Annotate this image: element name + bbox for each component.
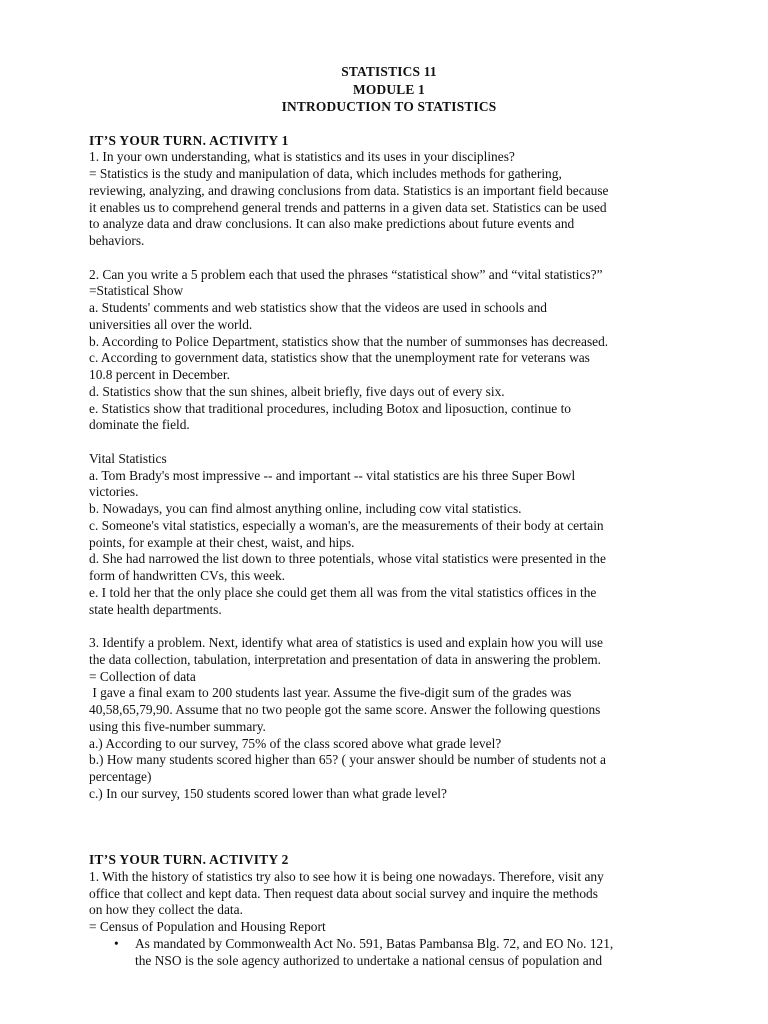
list-line: victories. bbox=[89, 484, 139, 500]
question-1: 1. In your own understanding, what is statistics and its uses in your disciplines? bbox=[89, 149, 515, 165]
activity-2-question bbox=[89, 869, 689, 936]
answer-line: a.) According to our survey, 75% of the class scored above what grade level? bbox=[89, 735, 502, 751]
bullet-line: As mandated by Commonwealth Act No. 591, Batas Pambansa Blg. 72, and EO No. 121, bbox=[135, 935, 614, 951]
answer-line: it enables us to comprehend general trends and patterns in a given data set. Statistics can be used bbox=[89, 199, 607, 215]
list-line: c. According to government data, statistics show that the unemployment rate for veterans was bbox=[89, 350, 590, 366]
list-line: form of handwritten CVs, this week. bbox=[89, 568, 285, 583]
statistical-show-label: =Statistical Show bbox=[89, 283, 184, 299]
question-line: office that collect and kept data. Then request data about social survey and inquire the methods bbox=[89, 885, 598, 901]
answer-line: behaviors. bbox=[89, 233, 145, 248]
statistical-show-list bbox=[89, 300, 689, 434]
question-2: 2. Can you write a 5 problem each that used the phrases “statistical show” and “vital statistics?” bbox=[89, 266, 603, 282]
vital-statistics-list bbox=[89, 468, 689, 619]
list-line: b. Nowadays, you can find almost anything online, including cow vital statistics. bbox=[89, 501, 522, 516]
activity-2-section bbox=[89, 852, 689, 969]
list-line: d. She had narrowed the list down to three potentials, whose vital statistics were presented in the bbox=[89, 551, 606, 567]
answer-line: b.) How many students scored higher than 65? ( your answer should be number of students not a bbox=[89, 752, 606, 768]
answer-line: 40,58,65,79,90. Assume that no two people got the same score. Answer the following questions bbox=[89, 702, 601, 717]
answer-line: = Collection of data bbox=[89, 668, 196, 684]
list-line: d. Statistics show that the sun shines, albeit briefly, five days out of every six. bbox=[89, 383, 505, 399]
list-line: c. Someone's vital statistics, especially a woman's, are the measurements of their body at certain bbox=[89, 517, 604, 533]
list-line: points, for example at their chest, waist, and hips. bbox=[89, 534, 355, 550]
answer-line: c.) In our survey, 150 students scored lower than what grade level? bbox=[89, 785, 447, 801]
question-3 bbox=[89, 635, 689, 803]
list-line: a. Tom Brady's most impressive -- and important -- vital statistics are his three Super Bowl bbox=[89, 467, 576, 483]
bullet-list bbox=[89, 936, 689, 970]
answer-line: to analyze data and draw conclusions. It can also make predictions about future events and bbox=[89, 216, 575, 232]
course-title: STATISTICS 11 bbox=[341, 64, 437, 79]
question-line: 1. With the history of statistics try also to see how it is being one nowadays. Therefore, visit any bbox=[89, 868, 604, 884]
answer-line: I gave a final exam to 200 students last year. Assume the five-digit sum of the grades was bbox=[89, 685, 572, 701]
activity-1-section bbox=[89, 133, 689, 803]
document-header bbox=[89, 63, 689, 116]
answer-line: reviewing, analyzing, and drawing conclusions from data. Statistics is an important field because bbox=[89, 182, 609, 198]
bullet-line: the NSO is the sole agency authorized to undertake a national census of population and bbox=[135, 952, 603, 968]
list-item bbox=[89, 936, 689, 970]
list-line: 10.8 percent in December. bbox=[89, 367, 230, 382]
answer-1 bbox=[89, 166, 689, 250]
module-title: MODULE 1 bbox=[353, 81, 425, 97]
list-line: dominate the field. bbox=[89, 417, 190, 433]
list-line: b. According to Police Department, statistics show that the number of summonses has decreased. bbox=[89, 333, 609, 349]
module-subtitle: INTRODUCTION TO STATISTICS bbox=[281, 99, 497, 114]
question-line: the data collection, tabulation, interpretation and presentation of data in answering the problem. bbox=[89, 651, 602, 667]
document-page bbox=[89, 63, 689, 969]
list-line: a. Students' comments and web statistics show that the videos are used in schools and bbox=[89, 300, 547, 315]
answer-line: = Census of Population and Housing Report bbox=[89, 919, 326, 934]
vital-statistics-label: Vital Statistics bbox=[89, 450, 167, 466]
activity-2-heading: IT’S YOUR TURN. ACTIVITY 2 bbox=[89, 852, 289, 867]
list-line: state health departments. bbox=[89, 601, 222, 617]
question-line: on how they collect the data. bbox=[89, 902, 243, 918]
list-line: universities all over the world. bbox=[89, 316, 253, 332]
answer-line: percentage) bbox=[89, 769, 152, 784]
bullet-icon: • bbox=[114, 935, 119, 951]
activity-1-heading: IT’S YOUR TURN. ACTIVITY 1 bbox=[89, 132, 289, 148]
list-line: e. I told her that the only place she could get them all was from the vital statistics offices in the bbox=[89, 584, 597, 600]
question-line: 3. Identify a problem. Next, identify what area of statistics is used and explain how you will use bbox=[89, 635, 603, 650]
answer-line: = Statistics is the study and manipulation of data, which includes methods for gathering, bbox=[89, 166, 562, 181]
answer-line: using this five-number summary. bbox=[89, 718, 266, 734]
list-line: e. Statistics show that traditional procedures, including Botox and liposuction, continue to bbox=[89, 400, 571, 416]
